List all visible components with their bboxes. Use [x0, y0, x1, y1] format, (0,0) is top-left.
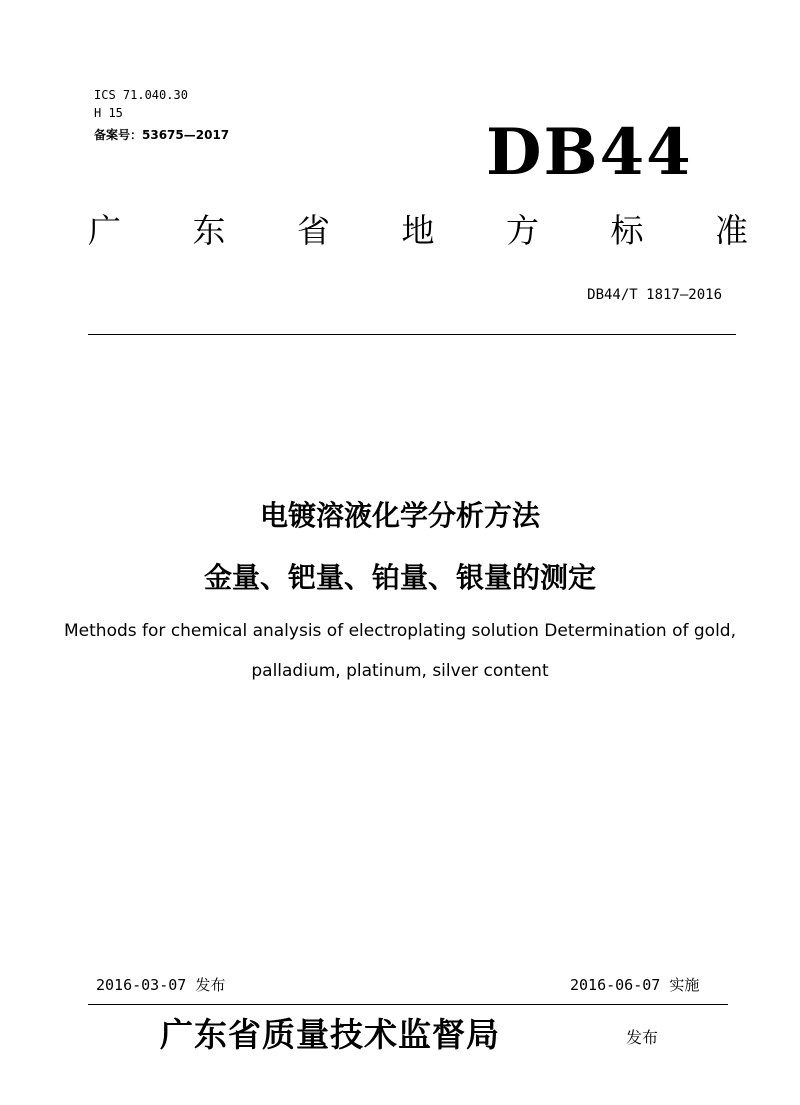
document-title-en-line1: Methods for chemical analysis of electroplating solution Determination of gold,: [64, 621, 736, 641]
issuing-label: 发布: [626, 1028, 659, 1047]
title-char: 省: [297, 211, 330, 250]
document-title-cn-line2: 金量、钯量、铂量、银量的测定: [203, 561, 596, 594]
ccs-code: H 15: [94, 106, 123, 120]
filing-number: 备案号：53675—2017: [94, 128, 230, 142]
top-divider: [88, 334, 736, 335]
title-char: 标: [610, 211, 644, 250]
bottom-divider: [88, 1004, 728, 1005]
issuing-authority: 广东省质量技术监督局: [160, 1015, 500, 1054]
document-title-cn-line1: 电镀溶液化学分析方法: [259, 499, 540, 532]
standard-category-title: [88, 208, 748, 254]
document-title-en-line2: palladium, platinum, silver content: [251, 661, 549, 681]
title-char: 准: [715, 211, 748, 250]
db44-logo: DB44: [486, 115, 693, 190]
ics-code: ICS 71.040.30: [94, 88, 188, 102]
issue-date: 2016-03-07 发布: [96, 976, 226, 994]
title-char: 地: [401, 211, 435, 250]
title-char: 广: [88, 211, 121, 250]
standard-number: DB44/T 1817—2016: [587, 287, 722, 303]
title-char: 东: [192, 211, 226, 250]
title-char: 方: [506, 211, 539, 250]
implementation-date: 2016-06-07 实施: [570, 976, 700, 994]
